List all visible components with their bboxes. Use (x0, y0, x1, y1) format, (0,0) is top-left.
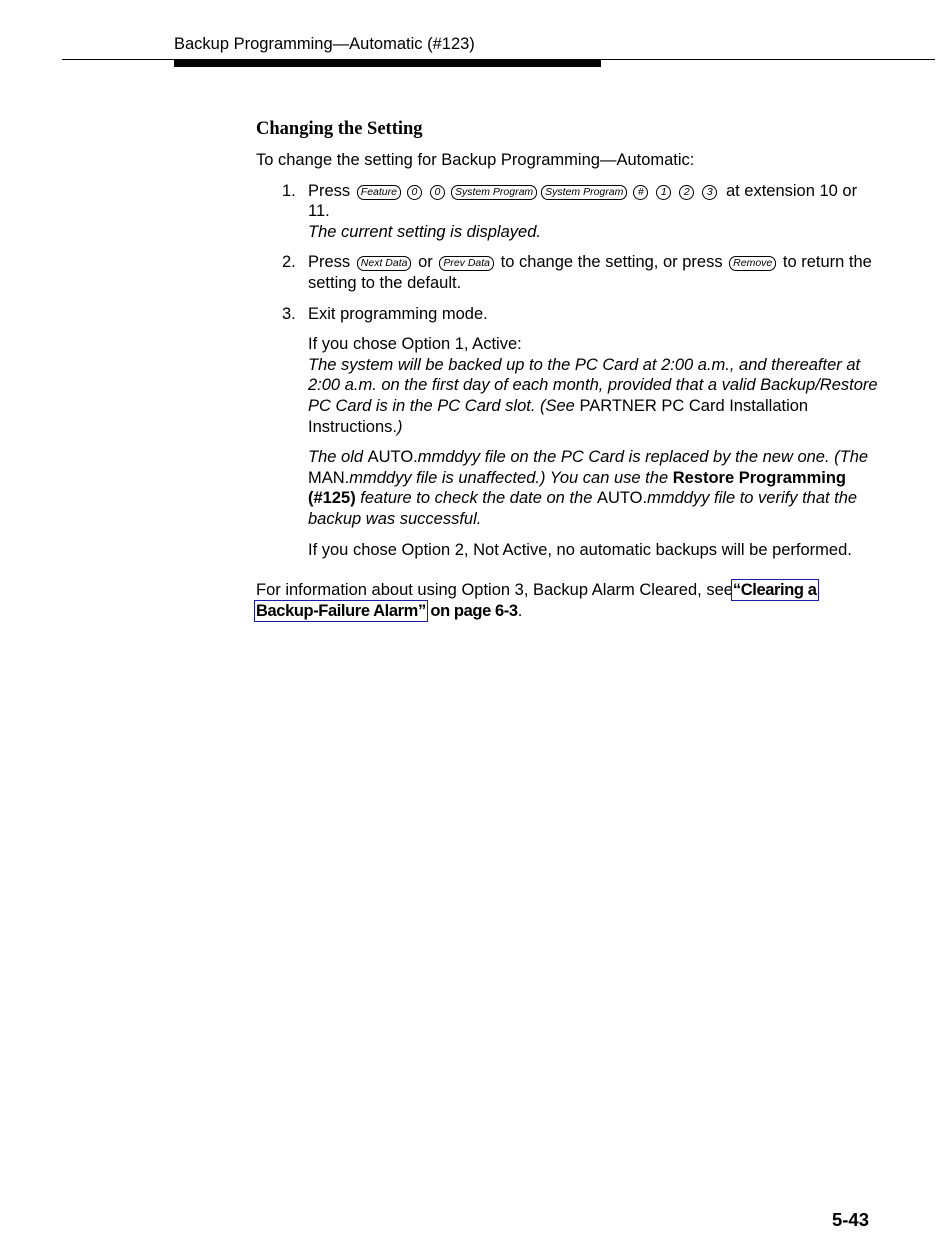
step-number: 1. (282, 181, 296, 200)
step-2 (256, 252, 881, 293)
system-program-key: System Program (451, 185, 537, 200)
prev-data-key: Prev Data (439, 256, 494, 271)
auto-file-prefix: AUTO. (596, 489, 648, 508)
close-paren: ) (396, 417, 403, 436)
period: . (517, 601, 523, 620)
press-text: Press (308, 253, 351, 272)
step-1 (256, 181, 881, 243)
header-bar (174, 60, 601, 67)
file-text: mmddyy file is unaffected.) You can use the (349, 468, 669, 487)
step-1-result: The current setting is displayed. (308, 222, 541, 241)
intro-text: To change the setting for Backup Programming—Automatic: (256, 151, 695, 169)
system-program-key: System Program (541, 185, 627, 200)
running-head: Backup Programming—Automatic (#123) (174, 35, 475, 53)
auto-file-prefix: AUTO. (367, 448, 418, 467)
step-number: 3. (282, 304, 296, 323)
option-1-lead: If you chose Option 1, Active: (308, 335, 522, 354)
option-3-text: For information about using Option 3, Backup Alarm Cleared, see (256, 581, 733, 600)
dial-0-key: 0 (407, 185, 422, 200)
dial-3-key: 3 (702, 185, 717, 200)
clearing-alarm-link[interactable]: “Clearing a Backup-Failure Alarm” (256, 581, 817, 620)
step-1-suffix: at extension 10 or 11. (308, 181, 858, 221)
or-text: or (418, 253, 433, 272)
file-text: mmddyy file on the PC Card is replaced by the new one. (The (417, 448, 869, 467)
file-text: mmddyy file to verify that the backup was successful. (308, 489, 858, 528)
dial-2-key: 2 (679, 185, 694, 200)
page-content (256, 118, 881, 621)
next-data-key: Next Data (357, 256, 412, 271)
feature-key: Feature (357, 185, 401, 200)
option-1-result (308, 355, 881, 437)
step-3-text: Exit programming mode. (308, 304, 488, 323)
file-text: The old (308, 448, 364, 467)
option-3-para (256, 580, 881, 621)
step-3 (256, 304, 881, 325)
file-text: feature to check the date on the (360, 489, 593, 508)
steps-list (256, 181, 881, 325)
press-text: Press (308, 181, 351, 200)
man-file-prefix: MAN. (308, 468, 350, 487)
dial-0-key: 0 (430, 185, 445, 200)
page-reference: on page 6-3 (430, 601, 518, 620)
step-number: 2. (282, 253, 296, 272)
dial-hash-key: # (633, 185, 648, 200)
section-title: Changing the Setting (256, 119, 423, 139)
remove-key: Remove (729, 256, 776, 271)
page-number: 5-43 (831, 1209, 869, 1230)
option-1-result-text: The system will be backed up to the PC Card at 2:00 a.m., and thereafter at 2:00 a.m. on the first day of each month, provided that a valid Backup/Restore PC Card is in the PC Card slot. (See (308, 355, 878, 415)
step-2-mid: to change the setting, or press (500, 253, 723, 272)
option-1-para (308, 334, 881, 437)
dial-1-key: 1 (656, 185, 671, 200)
option-1-file-para (308, 447, 881, 529)
option-2-para: If you chose Option 2, Not Active, no automatic backups will be performed. (308, 540, 852, 559)
step-2-end: to return the setting to the default. (308, 253, 872, 292)
restore-programming-feature: Restore Programming (#125) (308, 468, 847, 508)
doc-title: PARTNER PC Card Installation Instructions. (308, 396, 809, 436)
